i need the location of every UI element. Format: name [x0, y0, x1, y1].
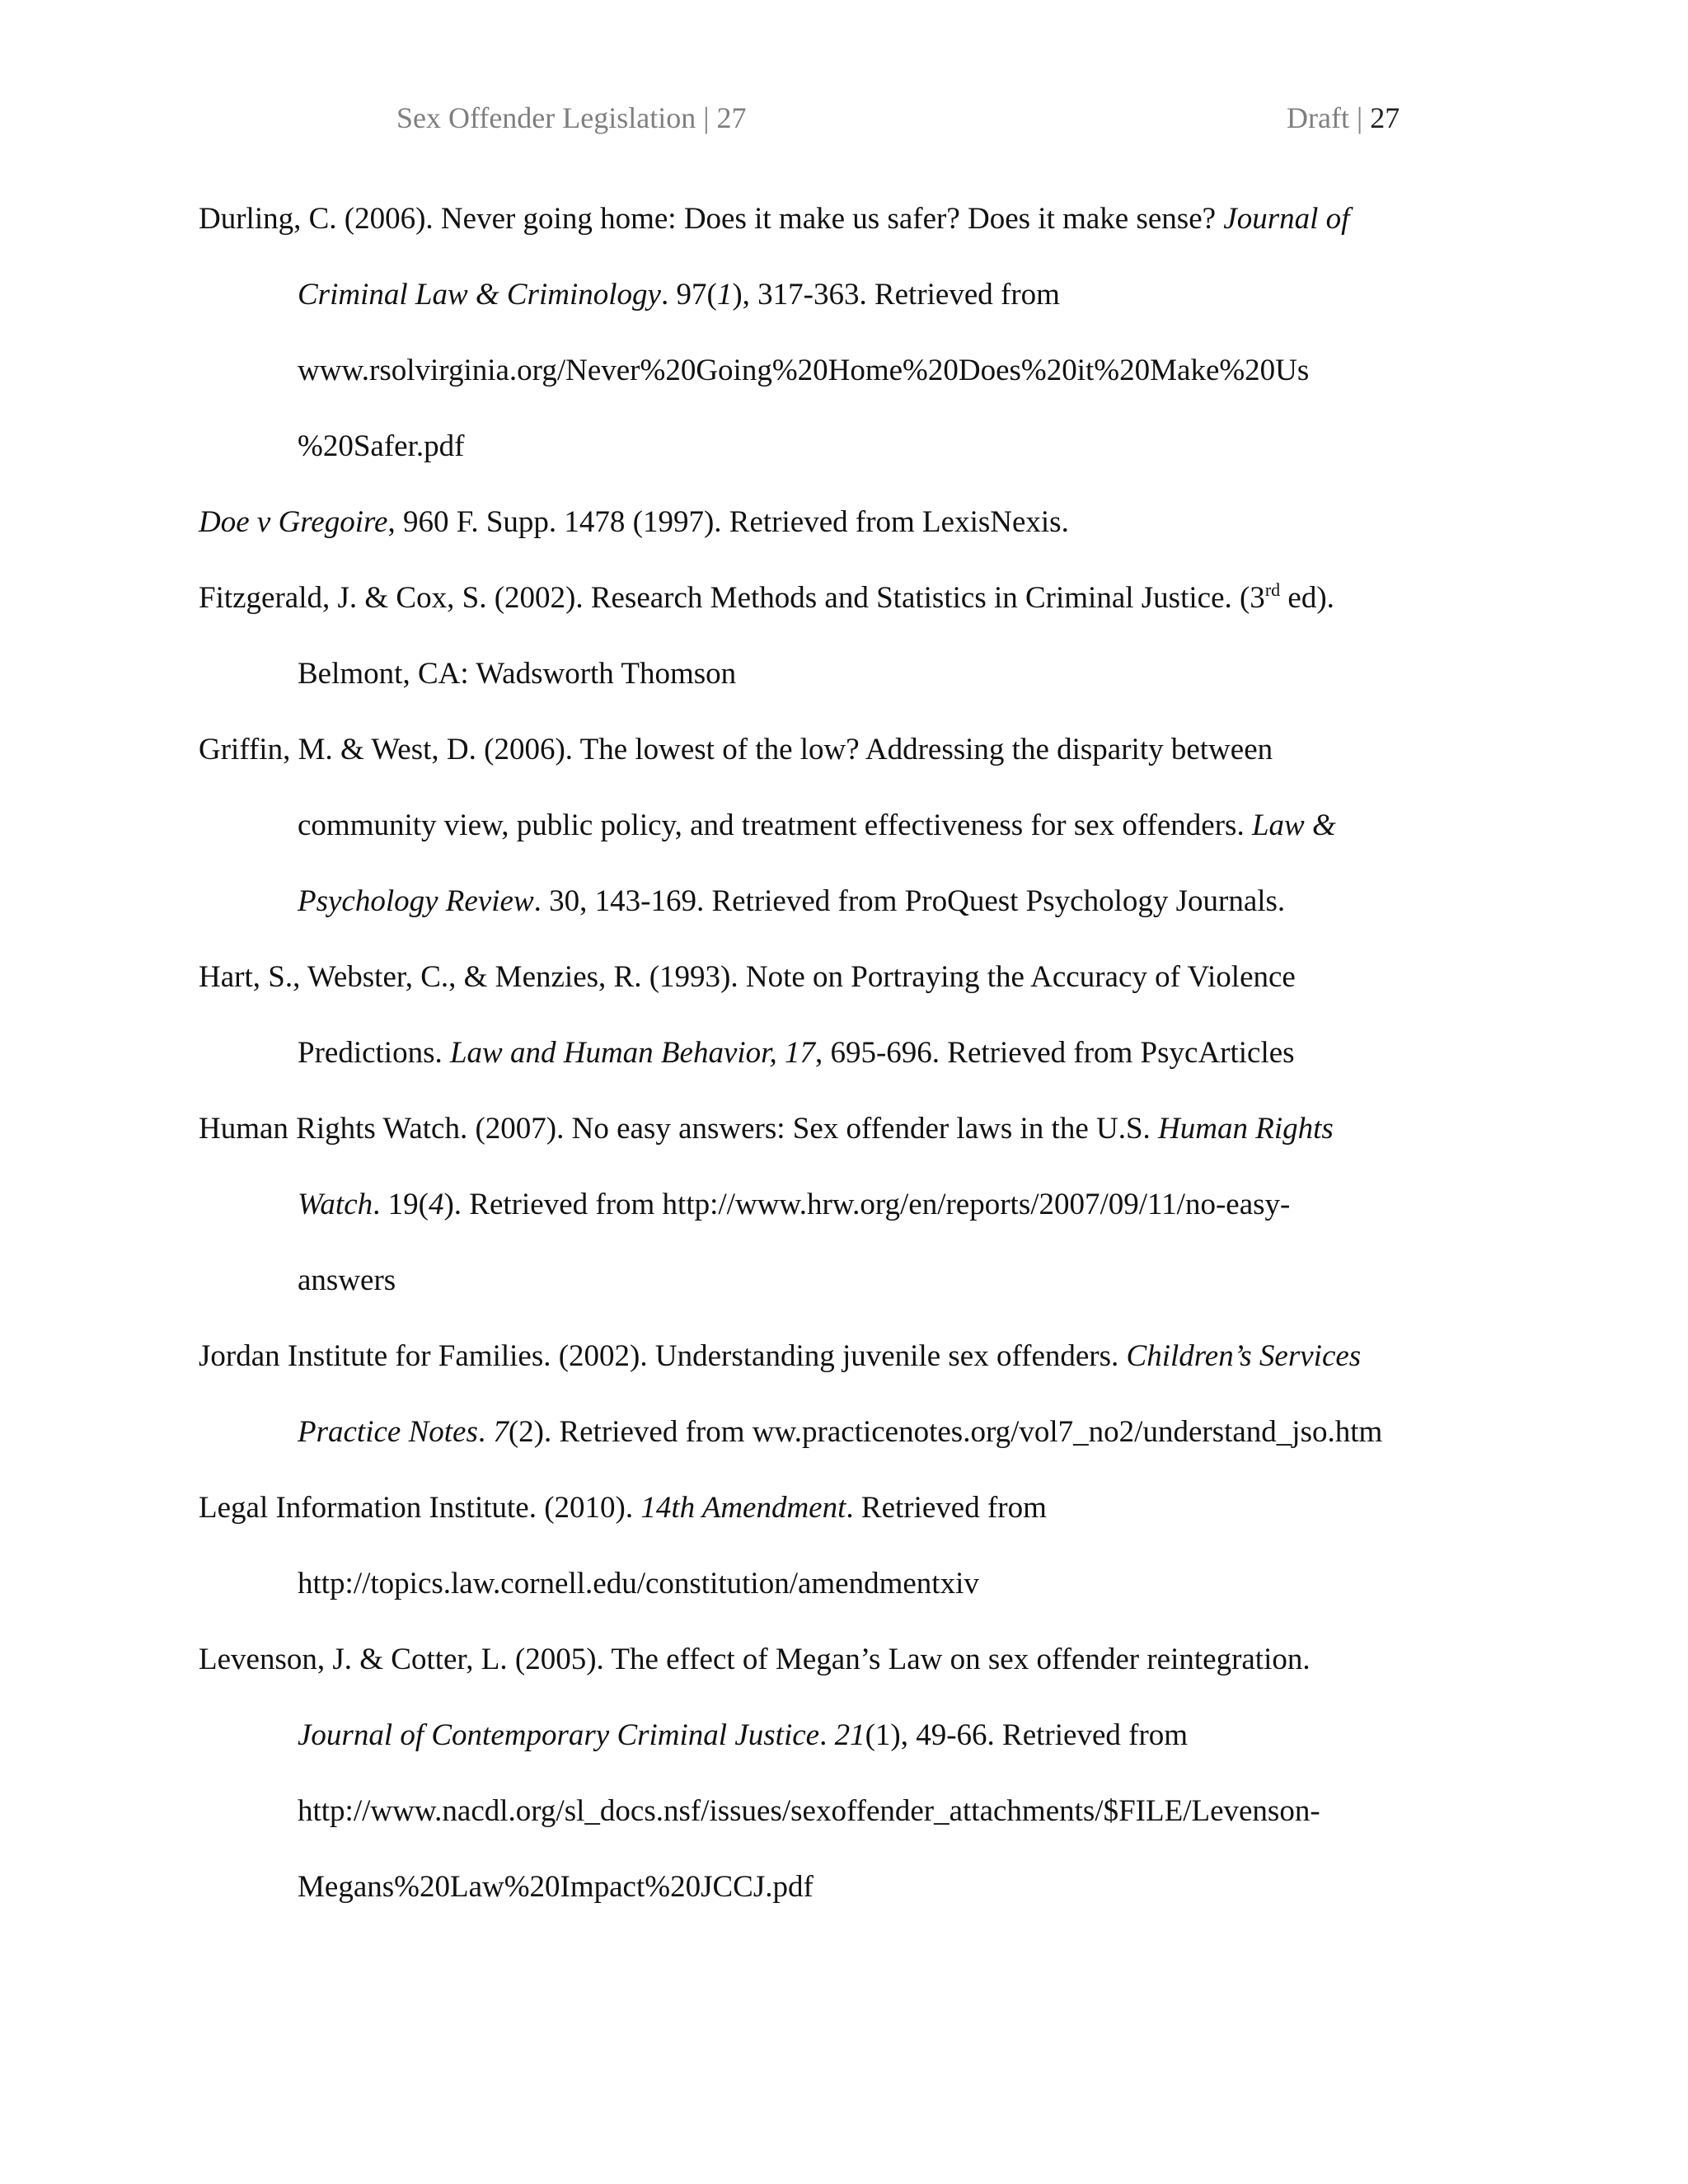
reference-line	[199, 1698, 1517, 1774]
italic-text: 21	[834, 1718, 865, 1752]
reference-line	[199, 1546, 1517, 1622]
reference-line	[199, 940, 1517, 1015]
italic-text: Practice Notes	[298, 1415, 478, 1449]
italic-text: Watch	[298, 1188, 373, 1221]
reference-text: Durling, C. (2006). Never going home: Does it make us safer? Does it make sense?	[199, 202, 1224, 236]
reference-entry	[199, 1470, 1517, 1622]
reference-text: community view, public policy, and treatment effectiveness for sex offenders.	[298, 808, 1252, 842]
page-number-label	[1287, 93, 1400, 143]
reference-line	[199, 1167, 1517, 1243]
reference-line	[199, 409, 1517, 485]
reference-line	[199, 1470, 1517, 1546]
italic-text: Criminal Law & Criminology	[298, 278, 661, 312]
running-head: Sex Offender Legislation | 27	[396, 101, 747, 134]
reference-text: Hart, S., Webster, C., & Menzies, R. (1993). Note on Portraying the Accuracy of Violence	[199, 960, 1296, 994]
reference-text: Fitzgerald, J. & Cox, S. (2002). Research Methods and Statistics in Criminal Justice. (3	[199, 581, 1265, 615]
reference-line	[199, 864, 1517, 940]
reference-line	[199, 636, 1517, 712]
reference-line	[199, 1319, 1517, 1394]
italic-text: 1	[716, 278, 733, 312]
italic-text: 7	[493, 1415, 509, 1449]
italic-text: Psychology Review	[298, 884, 534, 918]
reference-text: ed).	[1280, 581, 1334, 615]
reference-list	[199, 181, 1517, 1925]
reference-line	[199, 485, 1517, 560]
reference-text: Belmont, CA: Wadsworth Thomson	[298, 657, 737, 691]
italic-text: 4	[428, 1188, 444, 1221]
reference-text: Megans%20Law%20Impact%20JCCJ.pdf	[298, 1870, 814, 1904]
italic-text: 14th Amendment	[640, 1491, 846, 1525]
draft-label: Draft	[1287, 101, 1349, 134]
reference-text: . Retrieved from	[846, 1491, 1047, 1525]
reference-entry	[199, 712, 1517, 940]
reference-line	[199, 1015, 1517, 1091]
reference-entry	[199, 1319, 1517, 1470]
italic-text: Human Rights	[1158, 1112, 1334, 1146]
reference-text: answers	[298, 1263, 396, 1297]
reference-line	[199, 560, 1517, 636]
italic-text: Law and Human Behavior, 17	[449, 1036, 815, 1070]
reference-text: ), 317-363. Retrieved from	[732, 278, 1060, 312]
reference-text: .	[819, 1718, 835, 1752]
reference-text: Legal Information Institute. (2010).	[199, 1491, 641, 1525]
reference-line	[199, 1622, 1517, 1698]
reference-text: ). Retrieved from http://www.hrw.org/en/reports/2007/09/11/no-easy-	[443, 1188, 1291, 1221]
reference-line	[199, 1849, 1517, 1925]
reference-text: . 30, 143-169. Retrieved from ProQuest Psychology Journals.	[533, 884, 1286, 918]
reference-line	[199, 181, 1517, 257]
reference-line	[199, 257, 1517, 333]
superscript-text: rd	[1264, 579, 1281, 600]
reference-line	[199, 712, 1517, 788]
reference-text: . 97(	[660, 278, 717, 312]
reference-text: , 695-696. Retrieved from PsycArticles	[814, 1036, 1295, 1070]
reference-text: (2). Retrieved from ww.practicenotes.org/vol7_no2/understand_jso.htm	[508, 1415, 1383, 1449]
reference-text: Predictions.	[298, 1036, 450, 1070]
reference-entry	[199, 1091, 1517, 1319]
reference-line	[199, 1774, 1517, 1849]
italic-text: Law &	[1251, 808, 1336, 842]
reference-text: Griffin, M. & West, D. (2006). The lowest of the low? Addressing the disparity between	[199, 733, 1273, 766]
reference-text: , 960 F. Supp. 1478 (1997). Retrieved from LexisNexis.	[387, 505, 1069, 539]
reference-entry	[199, 1622, 1517, 1925]
italic-text: Children’s Services	[1126, 1339, 1362, 1373]
reference-entry	[199, 560, 1517, 712]
page-number: 27	[1370, 101, 1400, 134]
reference-line	[199, 1091, 1517, 1167]
reference-text: . 19(	[373, 1188, 429, 1221]
italic-text: Journal of Contemporary Criminal Justice	[298, 1718, 820, 1752]
reference-entry	[199, 485, 1517, 560]
reference-text: Levenson, J. & Cotter, L. (2005). The effect of Megan’s Law on sex offender reintegration.	[199, 1643, 1311, 1676]
reference-entry	[199, 940, 1517, 1091]
reference-line	[199, 788, 1517, 864]
reference-entry	[199, 181, 1517, 485]
reference-line	[199, 1394, 1517, 1470]
italic-text: Journal of	[1223, 202, 1350, 236]
reference-text: Human Rights Watch. (2007). No easy answers: Sex offender laws in the U.S.	[199, 1112, 1159, 1146]
reference-text: (1), 49-66. Retrieved from	[865, 1718, 1189, 1752]
reference-text: %20Safer.pdf	[298, 429, 465, 463]
reference-text: http://www.nacdl.org/sl_docs.nsf/issues/sexoffender_attachments/$FILE/Levenson-	[298, 1794, 1320, 1828]
reference-text: Jordan Institute for Families. (2002). Understanding juvenile sex offenders.	[199, 1339, 1127, 1373]
reference-text: .	[477, 1415, 494, 1449]
italic-text: Doe v Gregoire	[199, 505, 388, 539]
reference-text: www.rsolvirginia.org/Never%20Going%20Home%20Does%20it%20Make%20Us	[298, 354, 1310, 387]
reference-line	[199, 1243, 1517, 1319]
reference-text: http://topics.law.cornell.edu/constitution/amendmentxiv	[298, 1567, 979, 1601]
reference-line	[199, 333, 1517, 409]
header-separator: |	[1348, 101, 1371, 134]
